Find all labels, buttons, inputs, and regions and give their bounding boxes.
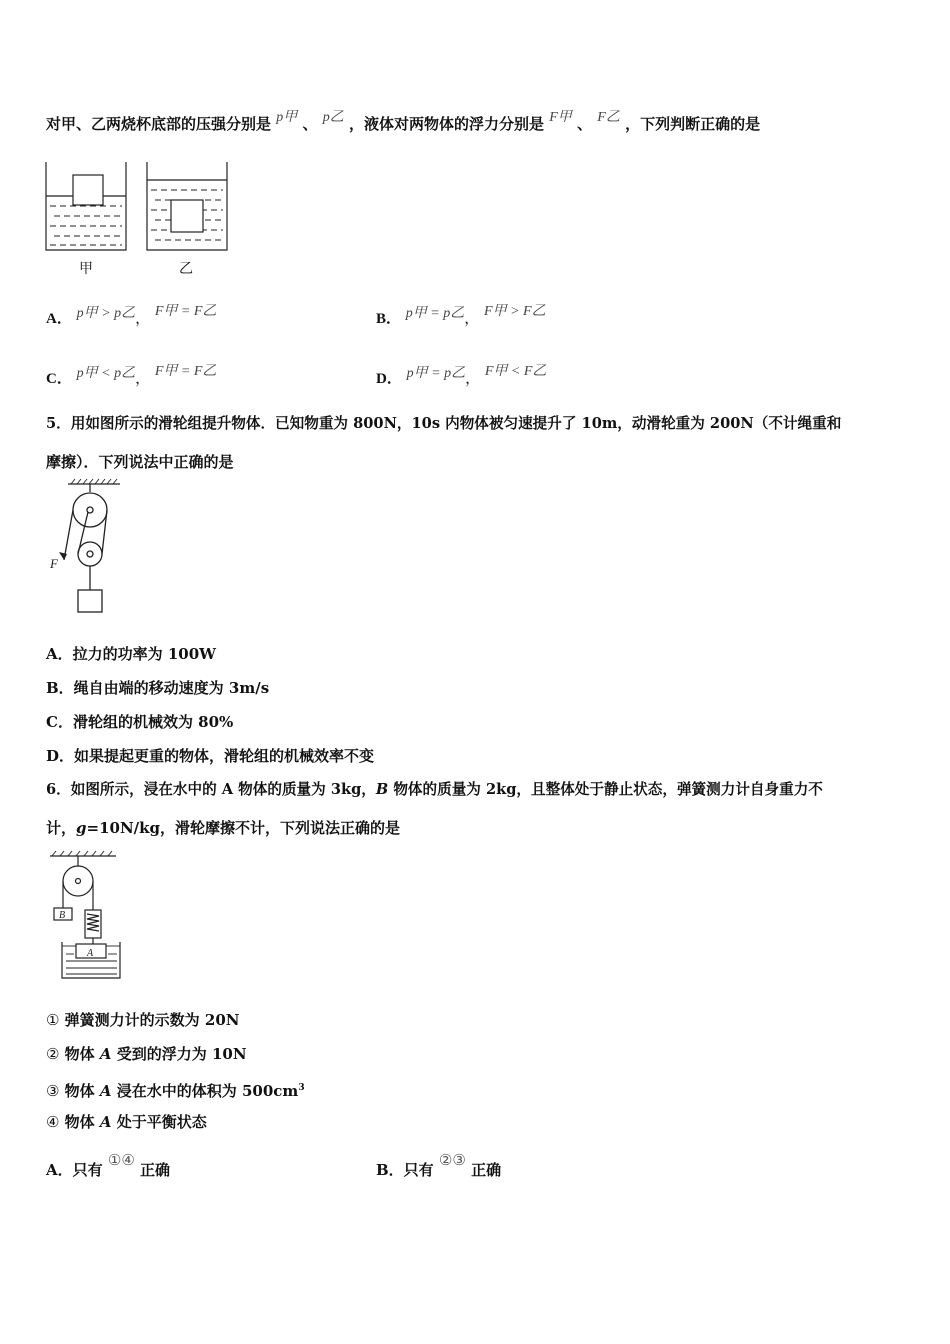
q6-statement-3-sup: 3: [298, 1083, 305, 1093]
q4-option-d-comma: ，: [465, 369, 481, 387]
q6-stem-line2-a: 计，: [46, 819, 77, 837]
q6-stem-line2: [46, 818, 400, 838]
q4-F-yi: F乙: [597, 110, 620, 125]
q4-option-a-p: p甲 > p乙: [76, 306, 136, 321]
q5-stem-line1: 5．用如图所示的滑轮组提升物体．已知物重为 800N，10s 内物体被匀速提升了 10m，动滑轮重为 200N（不计绳重和: [46, 415, 842, 432]
q4-option-b-p: p甲 = p乙: [405, 306, 465, 321]
q6-statement-3-b: A: [99, 1082, 112, 1100]
q4-option-c-comma: ，: [135, 369, 151, 387]
q4-option-b-letter: B．: [376, 311, 402, 327]
q5-option-d[interactable]: D．如果提起更重的物体，滑轮组的机械效率不变: [46, 747, 375, 765]
q6-option-b-tail: 正确: [471, 1161, 502, 1179]
q4-stem-a: 对甲、乙两烧杯底部的压强分别是: [46, 115, 272, 133]
q6-stem-line2-c: =10N/kg，滑轮摩擦不计，下列说法正确的是: [86, 819, 401, 837]
q6-option-a-letter: A．只有: [46, 1161, 103, 1179]
q6-statement-1-num: ①: [46, 1011, 60, 1029]
q4-option-c-f: F甲 = F乙: [154, 364, 217, 379]
fig-label-jia: 甲: [79, 261, 93, 277]
fig-label-yi: 乙: [179, 261, 193, 277]
q4-option-b[interactable]: [376, 304, 546, 330]
q4-stem: [46, 110, 761, 136]
q4-p-yi: p乙: [322, 110, 344, 125]
q6-statement-3: [46, 1078, 305, 1101]
q6-stem-line2-b: g: [76, 819, 87, 837]
beaker-jia: [46, 162, 126, 250]
q6-statement-2-b: A: [99, 1045, 112, 1063]
q6-statement-2: [46, 1044, 247, 1064]
q6-stem-line1-b: B: [375, 781, 389, 798]
q5-stem-line2: 摩擦）．下列说法中正确的是: [46, 453, 234, 471]
q6-option-a[interactable]: [46, 1151, 171, 1180]
q4-sep2: 、: [577, 115, 593, 133]
q6-statement-4-b: A: [99, 1113, 112, 1131]
q6-statement-4-a: 物体: [59, 1113, 100, 1131]
q5-option-c[interactable]: C．滑轮组的机械效为 80%: [46, 713, 234, 731]
q4-option-d-f: F甲 < F乙: [484, 364, 547, 379]
q4-sep1: 、: [302, 115, 318, 133]
q4-p-jia: p甲: [276, 110, 298, 125]
q6-option-b[interactable]: [376, 1151, 502, 1180]
q6-statement-3-c: 浸在水中的体积为 500cm: [111, 1082, 299, 1100]
q6-option-b-nums: ②③: [438, 1151, 466, 1169]
q5-option-b[interactable]: B．绳自由端的移动速度为 3m/s: [46, 679, 270, 697]
q4-option-a-letter: A．: [46, 311, 72, 327]
q6-stem-line1-a: 6．如图所示，浸在水中的 A 物体的质量为 3kg，: [46, 781, 376, 798]
q6-option-a-tail: 正确: [140, 1161, 171, 1179]
q4-option-d[interactable]: [376, 364, 547, 390]
q4-stem-b: ，液体对两物体的浮力分别是: [348, 115, 544, 133]
q4-F-jia: F甲: [549, 110, 572, 125]
q6-statement-3-num: ③: [46, 1082, 60, 1100]
q4-option-d-p: p甲 = p乙: [406, 366, 466, 381]
q5-option-a[interactable]: A．拉力的功率为 100W: [46, 645, 217, 663]
beaker-yi: [147, 162, 227, 250]
q6-statement-1: [46, 1010, 239, 1030]
q4-option-c[interactable]: [46, 364, 217, 390]
q6-statement-2-a: 物体: [59, 1045, 100, 1063]
q6-fig-label-a: A: [87, 948, 94, 959]
q6-statement-2-c: 受到的浮力为 10N: [111, 1045, 247, 1063]
q6-stem-line1-c: 物体的质量为 2kg，且整体处于静止状态，弹簧测力计自身重力不: [388, 781, 823, 798]
q4-option-c-letter: C．: [46, 371, 72, 387]
q4-option-b-f: F甲 > F乙: [484, 304, 546, 319]
q6-option-b-letter: B．只有: [376, 1161, 434, 1179]
q4-option-a-f: F甲 = F乙: [154, 304, 217, 319]
q6-fig-label-b: B: [59, 910, 66, 921]
q6-option-a-nums: ①④: [107, 1151, 135, 1169]
q6-statement-3-a: 物体: [59, 1082, 100, 1100]
q6-statement-4-num: ④: [46, 1113, 60, 1131]
q6-statement-2-num: ②: [46, 1045, 60, 1063]
q4-option-c-p: p甲 < p乙: [76, 366, 136, 381]
q4-option-a[interactable]: [46, 304, 217, 330]
q4-option-d-letter: D．: [376, 371, 402, 387]
q5-force-label: F: [50, 556, 58, 571]
q4-option-b-comma: ，: [464, 309, 480, 327]
q6-statement-1-text: 弹簧测力计的示数为 20N: [59, 1011, 240, 1029]
q5-pulley-figure: [44, 478, 134, 618]
q4-stem-c: ，下列判断正确的是: [625, 115, 761, 133]
q6-spring-scale-figure: [44, 848, 134, 984]
q6-statement-4-c: 处于平衡状态: [111, 1113, 207, 1131]
q4-beakers-figure: [40, 158, 240, 258]
q6-stem-line1: [46, 780, 823, 800]
q6-statement-4: [46, 1112, 207, 1132]
q4-option-a-comma: ，: [135, 309, 151, 327]
